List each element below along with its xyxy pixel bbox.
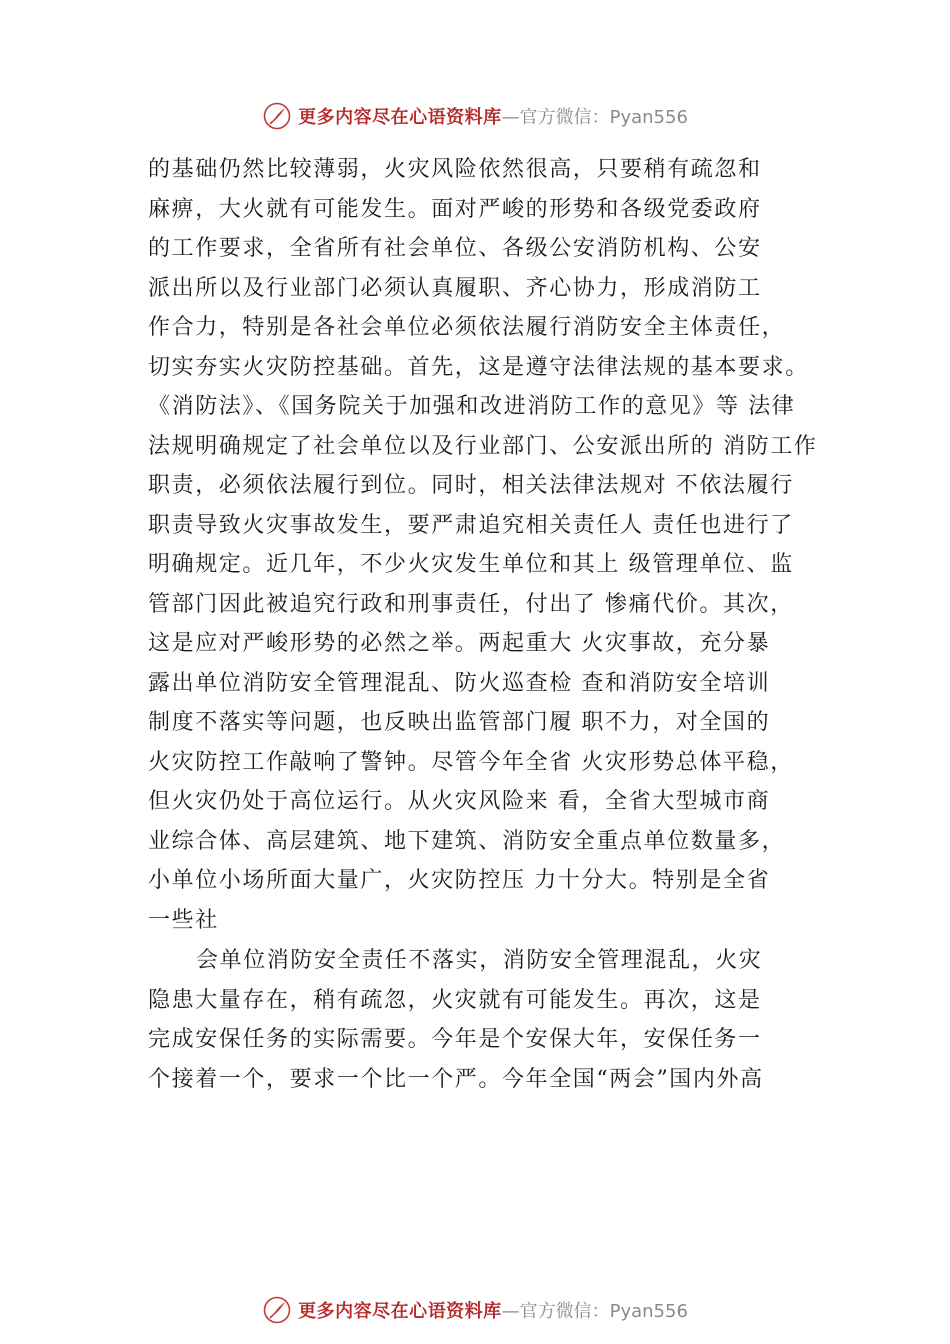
body-line: 派出所以及行业部门必须认真履职、齐心协力，形成消防工 xyxy=(148,275,762,301)
body-line: 火灾防控工作敲响了警钟。尽管今年全省 火灾形势总体平稳， xyxy=(148,749,794,775)
paragraph-start-line: 会单位消防安全责任不落实，消防安全管理混乱，火灾 xyxy=(196,948,763,973)
body-line: 制度不落实等问题，也反映出监管部门履 职不力，对全国的 xyxy=(148,710,771,735)
banner-brand-text: 更多内容尽在心语资料库 xyxy=(298,1301,502,1322)
body-line: 的基础仍然比较薄弱，火灾风险依然很高，只要稍有疏忽和 xyxy=(148,157,762,182)
body-line: 一些社 xyxy=(148,907,219,933)
body-line: 职责，必须依法履行到位。同时，相关法律法规对 不依法履行 xyxy=(148,473,794,498)
body-line: 业综合体、高层建筑、地下建筑、消防安全重点单位数量多， xyxy=(148,828,786,854)
body-line: 麻痹，大火就有可能发生。面对严峻的形势和各级党委政府 xyxy=(148,196,762,222)
body-line: 明确规定。近几年，不少火灾发生单位和其上 级管理单位、监 xyxy=(148,552,794,577)
body-line: 完成安保任务的实际需要。今年是个安保大年，安保任务一 xyxy=(148,1027,762,1052)
body-line: 作合力，特别是各社会单位必须依法履行消防安全主体责任， xyxy=(148,315,786,340)
body-line: 《消防法》、《国务院关于加强和改进消防工作的意见》等 法律 xyxy=(148,394,796,419)
body-line: 但火灾仍处于高位运行。从火灾风险来 看，全省大型城市商 xyxy=(148,789,771,814)
header-banner xyxy=(0,96,950,136)
body-line: 管部门因此被追究行政和刑事责任，付出了 惨痛代价。其次， xyxy=(148,591,794,617)
footer-banner xyxy=(0,1290,950,1330)
body-line: 隐患大量存在，稍有疏忽，火灾就有可能发生。再次，这是 xyxy=(148,987,762,1013)
body-line: 露出单位消防安全管理混乱、防火巡查检 查和消防安全培训 xyxy=(148,670,771,696)
body-line: 的工作要求，全省所有社会单位、各级公安消防机构、公安 xyxy=(148,236,762,261)
banner-wechat-text: —官方微信：Pyan556 xyxy=(501,107,688,128)
document-body xyxy=(148,150,850,1099)
body-line: 小单位小场所面大量广，火灾防控压 力十分大。特别是全省 xyxy=(148,868,771,893)
body-line: 法规明确规定了社会单位以及行业部门、公安派出所的 消防工作 xyxy=(148,433,818,459)
body-line: 这是应对严峻形势的必然之举。两起重大 火灾事故，充分暴 xyxy=(148,631,771,656)
banner-wechat-text: —官方微信：Pyan556 xyxy=(501,1301,688,1322)
quill-logo-icon xyxy=(262,101,292,131)
quill-logo-icon xyxy=(262,1295,292,1325)
body-line: 个接着一个，要求一个比一个严。今年全国“两会”国内外高 xyxy=(148,1066,764,1092)
banner-brand-text: 更多内容尽在心语资料库 xyxy=(298,107,502,128)
body-line: 切实夯实火灾防控基础。首先，这是遵守法律法规的基本要求。 xyxy=(148,354,809,380)
body-line: 职责导致火灾事故发生，要严肃追究相关责任人 责任也进行了 xyxy=(148,512,794,538)
